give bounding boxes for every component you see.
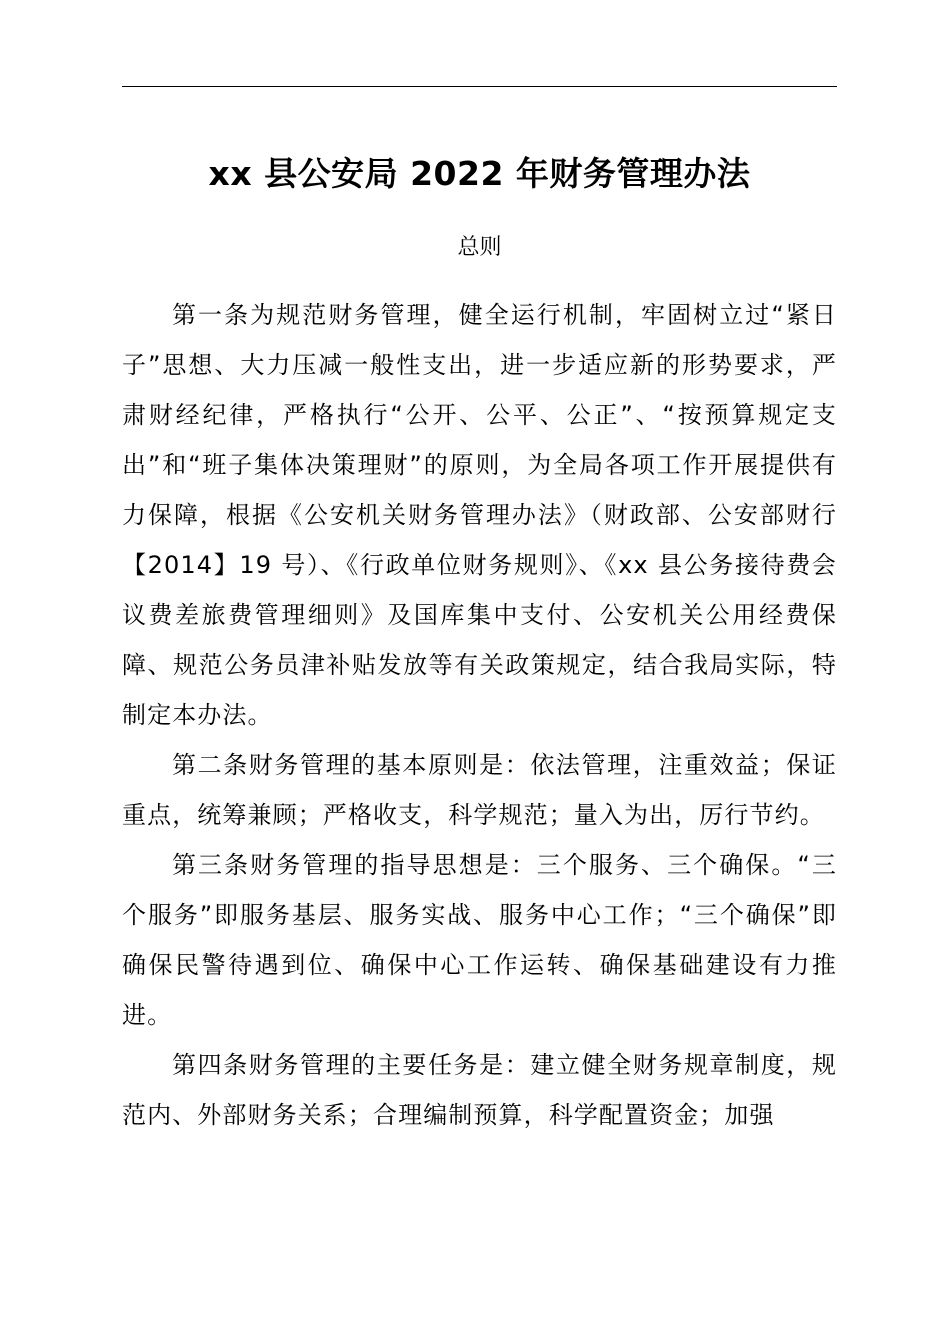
document-title: xx 县公安局 2022 年财务管理办法 xyxy=(208,154,751,193)
section-heading: 总则 xyxy=(457,235,502,260)
article-1-paragraph: 第一条为规范财务管理，健全运行机制，牢固树立过“紧日子”思想、大力压减一般性支出，进一步适应新的形势要求，严肃财经纪律，严格执行“公开、公平、公正”、“按预算规定支出”和“班子集体决策理财”的原则，为全局各项工作开展提供有力保障，根据《公安机关财务管理办法》（财政部、公安部财行【2014】19 号）、《行政单位财务规则》、《xx 县公务接待费会议费差旅费管理细则》及国库集中支付、公安机关公用经费保障、规范公务员津补贴发放等有关政策规定，结合我局实际，特制定本办法。 xyxy=(122,301,837,729)
article-2-paragraph: 第二条财务管理的基本原则是：依法管理，注重效益；保证重点，统筹兼顾；严格收支，科学规范；量入为出，厉行节约。 xyxy=(122,751,837,829)
article-3-paragraph: 第三条财务管理的指导思想是：三个服务、三个确保。“三个服务”即服务基层、服务实战、服务中心工作；“三个确保”即确保民警待遇到位、确保中心工作运转、确保基础建设有力推进。 xyxy=(122,851,837,1029)
article-4-paragraph: 第四条财务管理的主要任务是：建立健全财务规章制度，规范内、外部财务关系；合理编制预算，科学配置资金；加强 xyxy=(122,1051,837,1129)
header-rule xyxy=(122,86,837,87)
document-body xyxy=(122,290,837,1140)
